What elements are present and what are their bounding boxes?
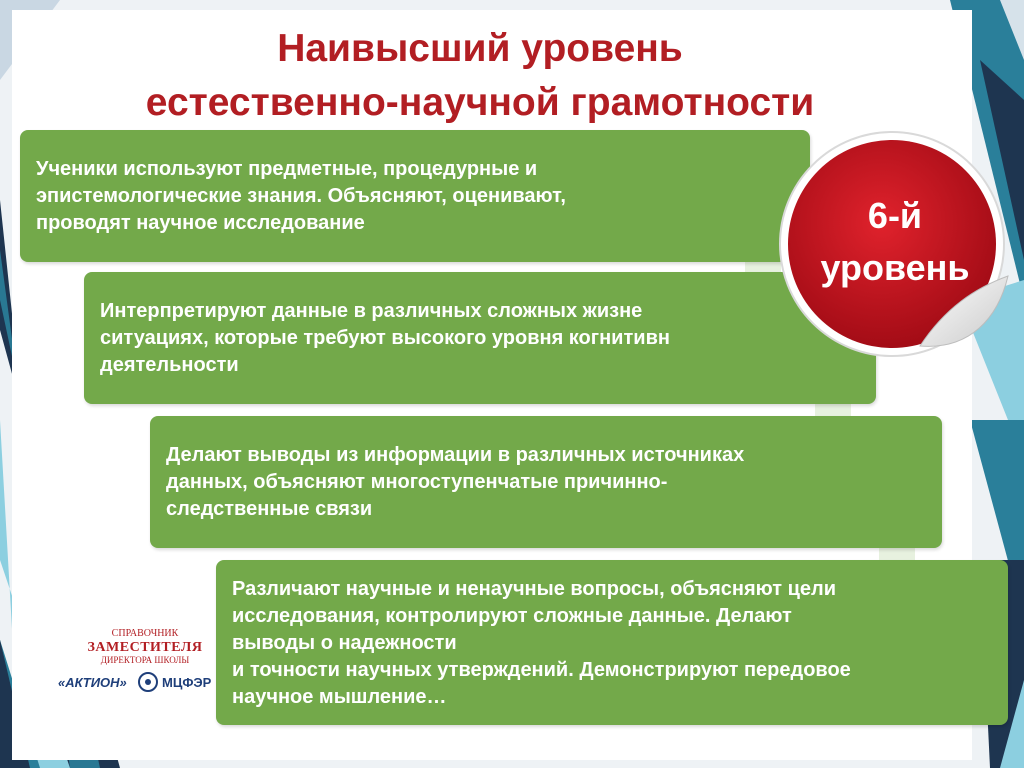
box-3-line-2: данных, объясняют многоступенчатые причинно- xyxy=(166,471,668,493)
box-4-line-4: и точности научных утверждений. Демонстрируют передовое xyxy=(232,659,851,681)
journal-logo xyxy=(80,628,210,666)
box-2-line-1: Интерпретируют данные в различных сложных жизне xyxy=(100,300,643,322)
badge-line-2: уровень xyxy=(820,247,970,288)
level-badge-text xyxy=(800,190,990,294)
journal-logo-line-1: СПРАВОЧНИК xyxy=(111,628,179,639)
box-4-line-2: исследования, контролируют сложные данные. Делают xyxy=(232,605,792,627)
publisher-logos xyxy=(58,672,218,694)
box-1-line-3: проводят научное исследование xyxy=(36,212,365,234)
box-3-line-3: следственные связи xyxy=(166,498,373,520)
level-description-box-2 xyxy=(84,272,876,404)
box-2-line-2: ситуациях, которые требуют высокого уровня когнитивн xyxy=(100,327,670,349)
slide-title xyxy=(40,22,920,130)
badge-line-1: 6-й xyxy=(867,195,923,236)
box-4-line-3: выводы о надежности xyxy=(232,632,457,654)
level-description-box-1 xyxy=(20,130,810,262)
box-2-line-3: деятельности xyxy=(100,354,239,376)
mcfer-logo: МЦФЭР xyxy=(162,675,212,690)
title-line-1: Наивысший уровень xyxy=(277,27,683,70)
journal-logo-line-3: ДИРЕКТОРА ШКОЛЫ xyxy=(100,655,190,665)
box-3-line-1: Делают выводы из информации в различных источниках xyxy=(166,444,745,466)
box-1-line-2: эпистемологические знания. Объясняют, оценивают, xyxy=(36,185,566,207)
box-4-line-1: Различают научные и ненаучные вопросы, объясняют цели xyxy=(232,578,836,600)
title-line-2: естественно-научной грамотности xyxy=(145,81,815,124)
box-4-line-5: научное мышление… xyxy=(232,686,447,708)
level-description-box-4 xyxy=(216,560,1008,725)
box-1-line-1: Ученики используют предметные, процедурные и xyxy=(36,158,538,180)
journal-logo-line-2: ЗАМЕСТИТЕЛЯ xyxy=(87,640,203,655)
aktion-logo: «АКТИОН» xyxy=(58,675,127,690)
level-description-box-3 xyxy=(150,416,942,548)
mcfer-emblem-icon xyxy=(138,672,158,692)
